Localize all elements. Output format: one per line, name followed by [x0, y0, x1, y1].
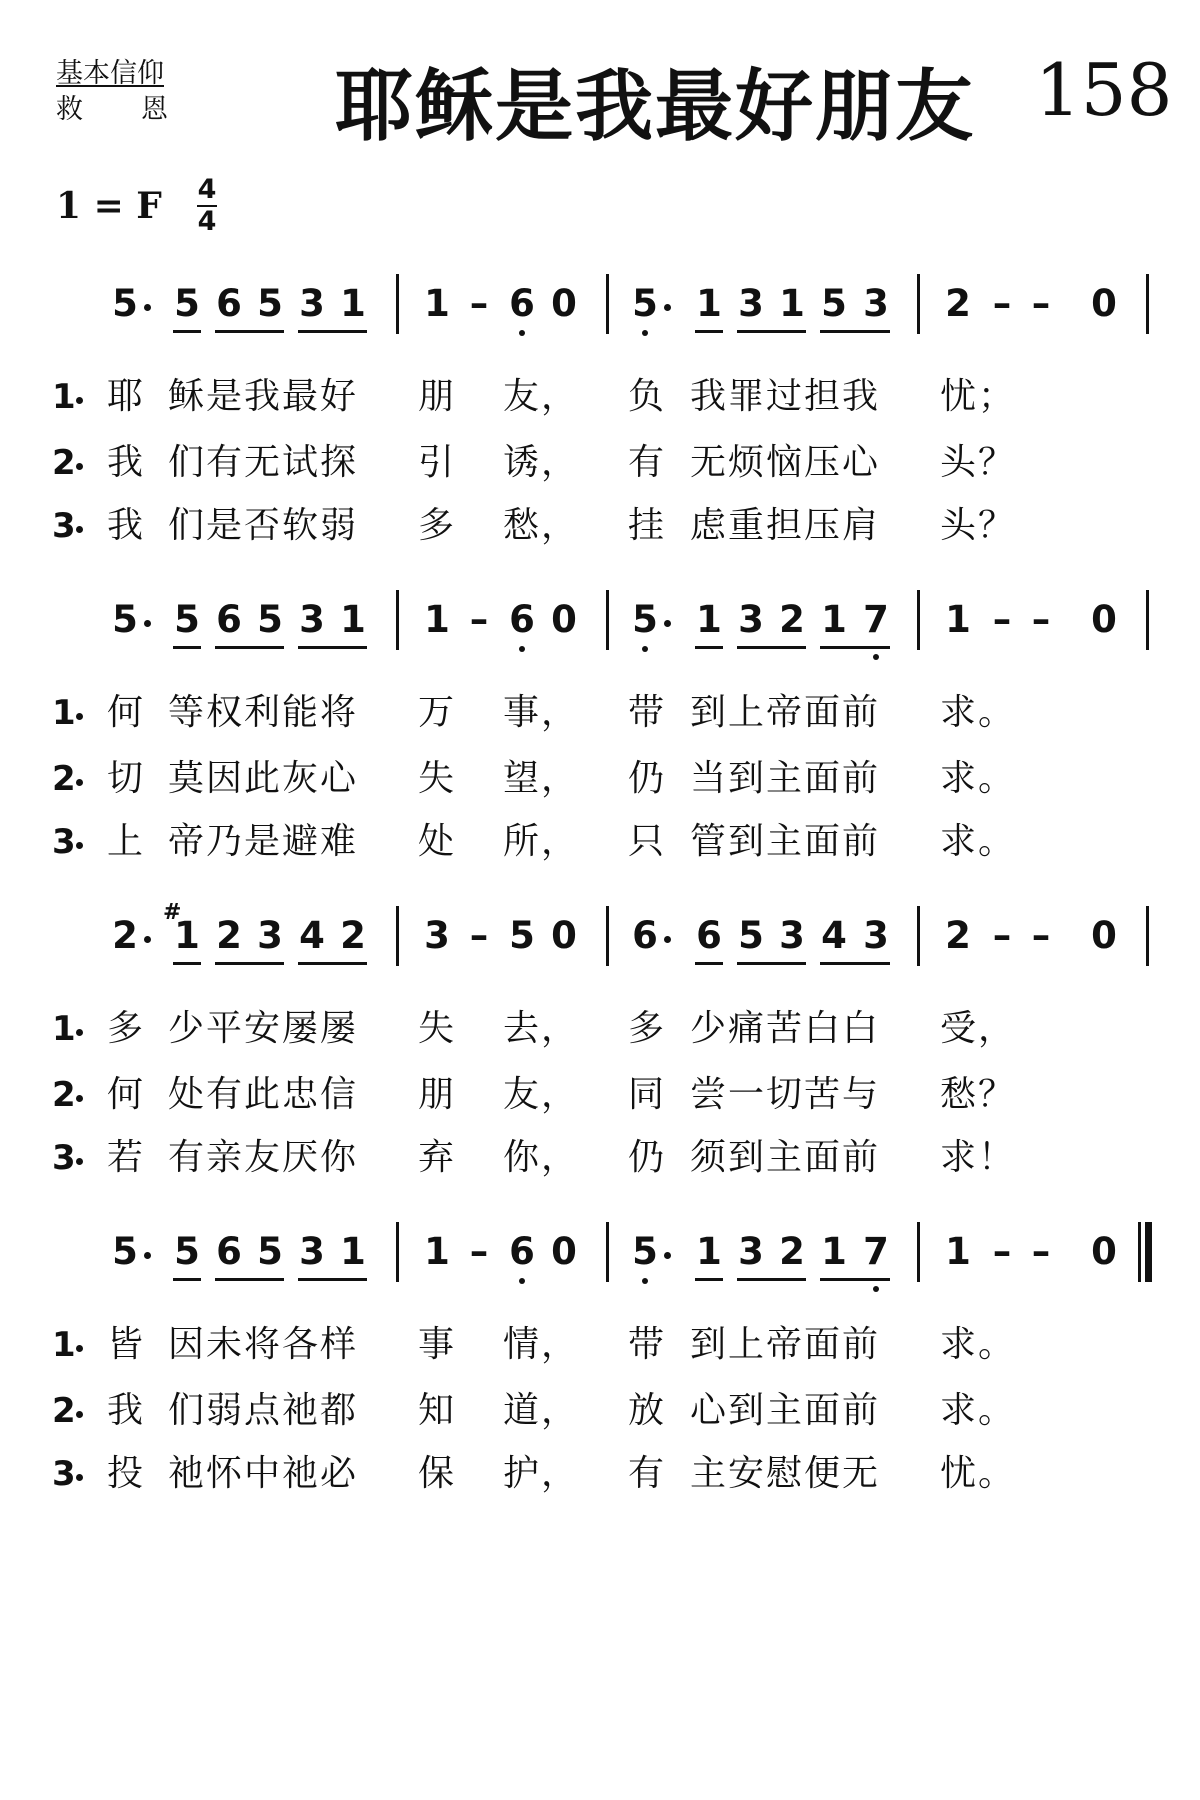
verse-dot — [76, 526, 83, 533]
note: 5 — [257, 1230, 283, 1273]
lyric-segment: 头？ — [940, 442, 1017, 483]
note: 1 — [821, 1230, 847, 1273]
lyric-line-1-2 — [0, 439, 1200, 499]
lyric-segment: 多 — [628, 1008, 667, 1049]
note: 5 — [112, 1230, 138, 1273]
augmentation-dot — [144, 620, 151, 627]
lyric-segment: 护， — [503, 1453, 580, 1494]
lyric-segment: 我 — [107, 505, 146, 546]
bar-line — [917, 590, 920, 650]
note: 6 — [509, 282, 535, 325]
note: 4 — [821, 914, 847, 957]
lyric-segment: 求！ — [940, 1137, 1017, 1178]
lyric-segment: 到上帝面前 — [690, 1324, 881, 1365]
note: 0 — [551, 1230, 577, 1273]
note: 5 — [632, 1230, 658, 1273]
bar-line — [396, 274, 399, 334]
dash-extension: – — [469, 1230, 489, 1273]
eighth-underline — [215, 330, 284, 333]
eighth-underline — [298, 962, 367, 965]
lyric-segment: 情， — [503, 1324, 580, 1365]
note: 3 — [299, 282, 325, 325]
bar-line — [917, 1222, 920, 1282]
lyric-segment: 少痛苦白白 — [690, 1008, 881, 1049]
lyric-segment: 你， — [503, 1137, 580, 1178]
note: 5 — [257, 598, 283, 641]
lyric-segment: 求。 — [940, 758, 1017, 799]
eighth-underline — [737, 646, 806, 649]
low-octave-dot — [642, 330, 648, 336]
verse-dot — [76, 1474, 83, 1481]
lyric-segment: 诱， — [503, 442, 580, 483]
eighth-underline — [215, 646, 284, 649]
lyric-segment: 多 — [418, 505, 457, 546]
lyric-segment: 望， — [503, 758, 580, 799]
eighth-underline — [820, 962, 890, 965]
note: 3 — [257, 914, 283, 957]
time-numerator: 4 — [197, 174, 217, 205]
lyric-segment: 求。 — [940, 1390, 1017, 1431]
verse-number: 2 — [52, 443, 76, 483]
final-bar-line — [1145, 1222, 1152, 1282]
augmentation-dot — [664, 1252, 671, 1259]
lyric-segment: 求。 — [940, 692, 1017, 733]
dash-extension: – — [992, 282, 1012, 325]
note: 3 — [299, 598, 325, 641]
lyric-segment: 少平安屡屡 — [168, 1008, 359, 1049]
note: 0 — [1091, 282, 1117, 325]
lyric-segment: 忧。 — [940, 1453, 1017, 1494]
verse-dot — [76, 779, 83, 786]
lyric-segment: 朋 — [418, 1074, 457, 1115]
eighth-underline — [695, 646, 723, 649]
note: 3 — [863, 282, 889, 325]
lyric-segment: 何 — [107, 1074, 146, 1115]
dash-extension: – — [469, 282, 489, 325]
dash-extension: – — [1031, 1230, 1051, 1273]
hymn-number: 158 — [1035, 48, 1173, 132]
low-octave-dot — [519, 646, 525, 652]
lyric-segment: 多 — [107, 1008, 146, 1049]
note: 1 — [340, 598, 366, 641]
note: 7 — [863, 1230, 889, 1273]
note: 0 — [1091, 1230, 1117, 1273]
key-signature: 1 = F — [56, 185, 162, 227]
lyric-segment: 放 — [628, 1390, 667, 1431]
lyric-segment: 忧； — [940, 376, 1017, 417]
hymn-title: 耶稣是我最好朋友 — [335, 62, 976, 152]
eighth-underline — [737, 1278, 806, 1281]
sharp-accidental: # — [163, 900, 182, 925]
verse-dot — [76, 1345, 83, 1352]
low-octave-dot — [873, 1286, 879, 1292]
eighth-underline — [820, 646, 890, 649]
lyric-segment: 求。 — [940, 1324, 1017, 1365]
note: 1 — [424, 282, 450, 325]
note: 1 — [821, 598, 847, 641]
lyric-segment: 带 — [628, 1324, 667, 1365]
lyric-segment: 们是否软弱 — [168, 505, 359, 546]
eighth-underline — [173, 646, 201, 649]
lyric-segment: 处有此忠信 — [168, 1074, 359, 1115]
lyric-segment: 莫因此灰心 — [168, 758, 359, 799]
dash-extension: – — [1031, 282, 1051, 325]
lyric-segment: 心到主面前 — [690, 1390, 881, 1431]
lyric-segment: 友， — [503, 376, 580, 417]
lyric-segment: 祂怀中祂必 — [168, 1453, 359, 1494]
verse-dot — [76, 1095, 83, 1102]
dash-extension: – — [992, 1230, 1012, 1273]
note: 5 — [821, 282, 847, 325]
note: 1 — [945, 598, 971, 641]
bar-line — [917, 274, 920, 334]
note: 5 — [738, 914, 764, 957]
category-label — [56, 56, 226, 128]
time-signature — [194, 175, 220, 237]
lyric-segment: 愁， — [503, 505, 580, 546]
lyric-segment: 若 — [107, 1137, 146, 1178]
lyric-segment: 处 — [418, 821, 457, 862]
note: 3 — [779, 914, 805, 957]
lyric-segment: 仍 — [628, 758, 667, 799]
verse-number: 3 — [52, 822, 76, 862]
note: 0 — [551, 914, 577, 957]
eighth-underline — [215, 1278, 284, 1281]
lyric-segment: 到上帝面前 — [690, 692, 881, 733]
note: 2 — [945, 282, 971, 325]
verse-number: 1 — [52, 1325, 76, 1365]
note: 0 — [1091, 914, 1117, 957]
low-octave-dot — [873, 654, 879, 660]
lyric-line-3-3 — [0, 1134, 1200, 1194]
lyric-segment: 求。 — [940, 821, 1017, 862]
note: 3 — [863, 914, 889, 957]
verse-number: 2 — [52, 1391, 76, 1431]
note: 0 — [1091, 598, 1117, 641]
note: 7 — [863, 598, 889, 641]
lyric-segment: 稣是我最好 — [168, 376, 359, 417]
lyric-line-2-1 — [0, 689, 1200, 749]
note: 3 — [738, 282, 764, 325]
verse-number: 2 — [52, 759, 76, 799]
eighth-underline — [737, 330, 806, 333]
verse-dot — [76, 842, 83, 849]
lyric-segment: 去， — [503, 1008, 580, 1049]
note: 6 — [216, 598, 242, 641]
bar-line — [606, 274, 609, 334]
augmentation-dot — [144, 1252, 151, 1259]
note: 0 — [551, 598, 577, 641]
category-line-1: 基本信仰 — [56, 58, 164, 89]
notation-row-2 — [0, 598, 1200, 668]
eighth-underline — [298, 1278, 367, 1281]
eighth-underline — [173, 962, 201, 965]
lyric-segment: 切 — [107, 758, 146, 799]
verse-number: 1 — [52, 693, 76, 733]
note: 1 — [174, 914, 200, 957]
lyric-segment: 何 — [107, 692, 146, 733]
lyric-line-4-2 — [0, 1387, 1200, 1447]
lyric-segment: 失 — [418, 758, 457, 799]
bar-line — [917, 906, 920, 966]
bar-line — [396, 590, 399, 650]
note: 6 — [216, 282, 242, 325]
note: 0 — [551, 282, 577, 325]
lyric-segment: 我 — [107, 1390, 146, 1431]
lyric-segment: 有 — [628, 1453, 667, 1494]
lyric-line-3-1 — [0, 1005, 1200, 1065]
lyric-line-1-1 — [0, 373, 1200, 433]
lyric-segment: 愁？ — [940, 1074, 1017, 1115]
eighth-underline — [173, 1278, 201, 1281]
dash-extension: – — [469, 914, 489, 957]
notation-row-3 — [0, 900, 1200, 984]
lyric-segment: 上 — [107, 821, 146, 862]
note: 5 — [257, 282, 283, 325]
note: 1 — [424, 1230, 450, 1273]
bar-line — [1146, 906, 1149, 966]
bar-line — [1138, 1222, 1141, 1282]
augmentation-dot — [144, 304, 151, 311]
note: 5 — [112, 282, 138, 325]
low-octave-dot — [642, 1278, 648, 1284]
lyric-line-2-3 — [0, 818, 1200, 878]
dash-extension: – — [992, 598, 1012, 641]
lyric-segment: 管到主面前 — [690, 821, 881, 862]
lyric-segment: 事 — [418, 1324, 457, 1365]
note: 6 — [509, 1230, 535, 1273]
lyric-segment: 失 — [418, 1008, 457, 1049]
note: 1 — [696, 282, 722, 325]
time-denominator: 4 — [197, 206, 217, 237]
bar-line — [606, 906, 609, 966]
bar-line — [396, 906, 399, 966]
lyric-segment: 带 — [628, 692, 667, 733]
lyric-segment: 仍 — [628, 1137, 667, 1178]
lyric-segment: 友， — [503, 1074, 580, 1115]
lyric-segment: 万 — [418, 692, 457, 733]
verse-dot — [76, 463, 83, 470]
dash-extension: – — [1031, 598, 1051, 641]
note: 2 — [945, 914, 971, 957]
eighth-underline — [695, 1278, 723, 1281]
lyric-segment: 只 — [628, 821, 667, 862]
notation-row-1 — [0, 282, 1200, 352]
lyric-line-2-2 — [0, 755, 1200, 815]
lyric-segment: 有 — [628, 442, 667, 483]
note: 6 — [632, 914, 658, 957]
note: 3 — [738, 598, 764, 641]
lyric-segment: 因未将各样 — [168, 1324, 359, 1365]
verse-number: 3 — [52, 1454, 76, 1494]
lyric-segment: 虑重担压肩 — [690, 505, 881, 546]
lyric-segment: 有亲友厌你 — [168, 1137, 359, 1178]
note: 1 — [424, 598, 450, 641]
notation-row-4 — [0, 1230, 1200, 1300]
note: 5 — [509, 914, 535, 957]
verse-dot — [76, 1411, 83, 1418]
bar-line — [606, 1222, 609, 1282]
bar-line — [396, 1222, 399, 1282]
verse-dot — [76, 397, 83, 404]
eighth-underline — [298, 646, 367, 649]
note: 5 — [174, 598, 200, 641]
note: 6 — [216, 1230, 242, 1273]
lyric-segment: 我 — [107, 442, 146, 483]
lyric-segment: 头？ — [940, 505, 1017, 546]
lyric-segment: 挂 — [628, 505, 667, 546]
bar-line — [1146, 590, 1149, 650]
lyric-segment: 道， — [503, 1390, 580, 1431]
eighth-underline — [820, 1278, 890, 1281]
note: 3 — [424, 914, 450, 957]
note: 2 — [340, 914, 366, 957]
note: 5 — [632, 282, 658, 325]
lyric-segment: 朋 — [418, 376, 457, 417]
lyric-segment: 们弱点祂都 — [168, 1390, 359, 1431]
eighth-underline — [173, 330, 201, 333]
lyric-segment: 皆 — [107, 1324, 146, 1365]
note: 3 — [299, 1230, 325, 1273]
eighth-underline — [298, 330, 367, 333]
augmentation-dot — [664, 620, 671, 627]
note: 5 — [632, 598, 658, 641]
note: 5 — [174, 282, 200, 325]
augmentation-dot — [664, 936, 671, 943]
note: 2 — [216, 914, 242, 957]
note: 6 — [509, 598, 535, 641]
verse-dot — [76, 713, 83, 720]
verse-dot — [76, 1158, 83, 1165]
eighth-underline — [737, 962, 806, 965]
lyric-segment: 引 — [418, 442, 457, 483]
augmentation-dot — [144, 936, 151, 943]
note: 1 — [340, 282, 366, 325]
bar-line — [1146, 274, 1149, 334]
category-line-2: 救恩 — [56, 94, 226, 125]
verse-number: 1 — [52, 377, 76, 417]
lyric-segment: 们有无试探 — [168, 442, 359, 483]
note: 1 — [696, 598, 722, 641]
lyric-segment: 当到主面前 — [690, 758, 881, 799]
dash-extension: – — [469, 598, 489, 641]
note: 1 — [945, 1230, 971, 1273]
lyric-line-4-3 — [0, 1450, 1200, 1510]
lyric-segment: 主安慰便无 — [690, 1453, 881, 1494]
low-octave-dot — [519, 1278, 525, 1284]
lyric-line-3-2 — [0, 1071, 1200, 1131]
note: 5 — [174, 1230, 200, 1273]
lyric-segment: 尝一切苦与 — [690, 1074, 881, 1115]
eighth-underline — [695, 962, 723, 965]
lyric-segment: 我罪过担我 — [690, 376, 881, 417]
note: 3 — [738, 1230, 764, 1273]
dash-extension: – — [992, 914, 1012, 957]
lyric-segment: 帝乃是避难 — [168, 821, 359, 862]
lyric-segment: 投 — [107, 1453, 146, 1494]
lyric-segment: 负 — [628, 376, 667, 417]
note: 1 — [696, 1230, 722, 1273]
lyric-segment: 所， — [503, 821, 580, 862]
augmentation-dot — [664, 304, 671, 311]
eighth-underline — [820, 330, 890, 333]
dash-extension: – — [1031, 914, 1051, 957]
bar-line — [606, 590, 609, 650]
lyric-segment: 等权利能将 — [168, 692, 359, 733]
note: 5 — [112, 598, 138, 641]
lyric-line-4-1 — [0, 1321, 1200, 1381]
lyric-segment: 无烦恼压心 — [690, 442, 881, 483]
lyric-line-1-3 — [0, 502, 1200, 562]
note: 2 — [779, 1230, 805, 1273]
note: 2 — [112, 914, 138, 957]
lyric-segment: 须到主面前 — [690, 1137, 881, 1178]
lyric-segment: 事， — [503, 692, 580, 733]
eighth-underline — [695, 330, 723, 333]
note: 1 — [340, 1230, 366, 1273]
low-octave-dot — [519, 330, 525, 336]
note: 1 — [779, 282, 805, 325]
lyric-segment: 知 — [418, 1390, 457, 1431]
lyric-segment: 耶 — [107, 376, 146, 417]
lyric-segment: 同 — [628, 1074, 667, 1115]
low-octave-dot — [642, 646, 648, 652]
note: 4 — [299, 914, 325, 957]
verse-number: 2 — [52, 1075, 76, 1115]
note: 2 — [779, 598, 805, 641]
note: 6 — [696, 914, 722, 957]
verse-number: 3 — [52, 1138, 76, 1178]
lyric-segment: 弃 — [418, 1137, 457, 1178]
lyric-segment: 保 — [418, 1453, 457, 1494]
eighth-underline — [215, 962, 284, 965]
verse-number: 3 — [52, 506, 76, 546]
lyric-segment: 受， — [940, 1008, 1017, 1049]
verse-number: 1 — [52, 1009, 76, 1049]
verse-dot — [76, 1029, 83, 1036]
